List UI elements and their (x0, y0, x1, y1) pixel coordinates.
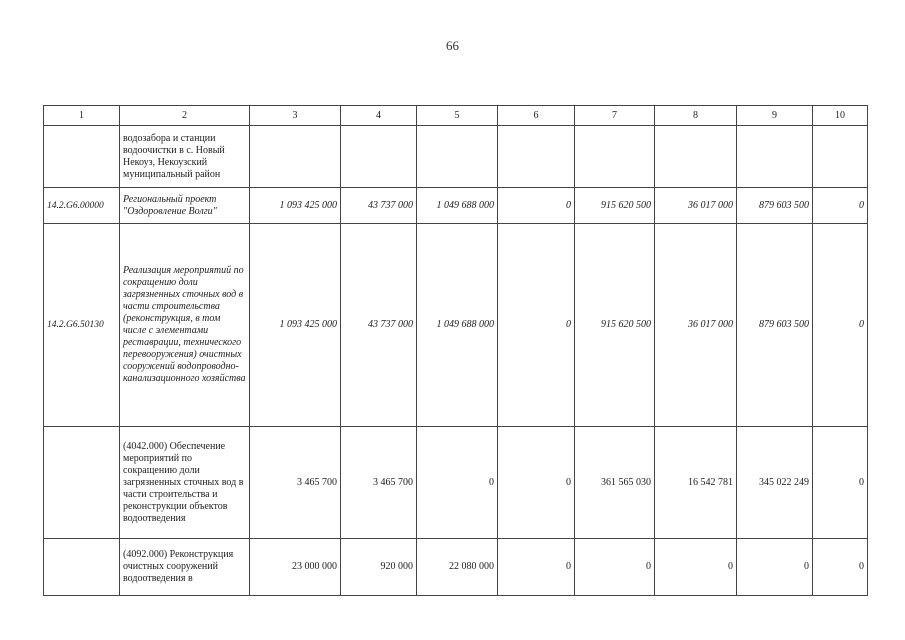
cell-col5: 1 049 688 000 (417, 224, 498, 427)
cell-col5: 0 (417, 427, 498, 539)
cell-col8: 36 017 000 (655, 224, 737, 427)
cell-col5: 1 049 688 000 (417, 188, 498, 224)
cell-col4: 43 737 000 (341, 188, 417, 224)
cell-col5 (417, 126, 498, 188)
row-code: 14.2.G6.50130 (44, 224, 120, 427)
cell-col10: 0 (813, 188, 868, 224)
column-header: 7 (575, 106, 655, 126)
cell-col6 (498, 126, 575, 188)
cell-col8 (655, 126, 737, 188)
column-header: 5 (417, 106, 498, 126)
cell-col3: 23 000 000 (250, 539, 341, 596)
column-header: 1 (44, 106, 120, 126)
budget-table (43, 105, 868, 596)
row-description: (4092.000) Реконструкция очистных сооружений водоотведения в (120, 539, 250, 596)
cell-col10 (813, 126, 868, 188)
cell-col9: 879 603 500 (737, 224, 813, 427)
cell-col5: 22 080 000 (417, 539, 498, 596)
column-header: 6 (498, 106, 575, 126)
cell-col3 (250, 126, 341, 188)
cell-col4: 43 737 000 (341, 224, 417, 427)
row-code (44, 539, 120, 596)
cell-col8: 0 (655, 539, 737, 596)
cell-col6: 0 (498, 188, 575, 224)
column-header: 3 (250, 106, 341, 126)
cell-col9: 0 (737, 539, 813, 596)
column-header: 10 (813, 106, 868, 126)
header-row (44, 106, 868, 126)
cell-col9: 879 603 500 (737, 188, 813, 224)
cell-col4: 3 465 700 (341, 427, 417, 539)
page-number: 66 (446, 38, 459, 53)
cell-col7: 915 620 500 (575, 224, 655, 427)
column-header: 9 (737, 106, 813, 126)
column-header: 4 (341, 106, 417, 126)
cell-col6: 0 (498, 427, 575, 539)
cell-col9: 345 022 249 (737, 427, 813, 539)
table-row (44, 539, 868, 596)
table-row (44, 224, 868, 427)
cell-col10: 0 (813, 427, 868, 539)
cell-col8: 36 017 000 (655, 188, 737, 224)
row-code (44, 126, 120, 188)
cell-col3: 3 465 700 (250, 427, 341, 539)
table-row (44, 427, 868, 539)
cell-col3: 1 093 425 000 (250, 188, 341, 224)
cell-col7 (575, 126, 655, 188)
cell-col8: 16 542 781 (655, 427, 737, 539)
cell-col9 (737, 126, 813, 188)
row-code: 14.2.G6.00000 (44, 188, 120, 224)
cell-col6: 0 (498, 224, 575, 427)
cell-col3: 1 093 425 000 (250, 224, 341, 427)
row-description: водозабора и станции водоочистки в с. Новый Некоуз, Некоузский муниципальный район (120, 126, 250, 188)
cell-col10: 0 (813, 224, 868, 427)
cell-col7: 361 565 030 (575, 427, 655, 539)
cell-col7: 0 (575, 539, 655, 596)
column-header: 2 (120, 106, 250, 126)
cell-col4: 920 000 (341, 539, 417, 596)
cell-col4 (341, 126, 417, 188)
row-code (44, 427, 120, 539)
table-row (44, 188, 868, 224)
cell-col7: 915 620 500 (575, 188, 655, 224)
row-description: Реализация мероприятий по сокращению доли загрязненных сточных вод в части строительства (реконструкция, в том числе с элементами реставрации, технического перевооружения) очистных сооружений водопроводно-канализационного хозяйства (120, 224, 250, 427)
column-header: 8 (655, 106, 737, 126)
row-description: (4042.000) Обеспечение мероприятий по сокращению доли загрязненных сточных вод в части строительства и реконструкции объектов водоотведения (120, 427, 250, 539)
row-description: Региональный проект "Оздоровление Волги" (120, 188, 250, 224)
cell-col6: 0 (498, 539, 575, 596)
table-row (44, 126, 868, 188)
cell-col10: 0 (813, 539, 868, 596)
